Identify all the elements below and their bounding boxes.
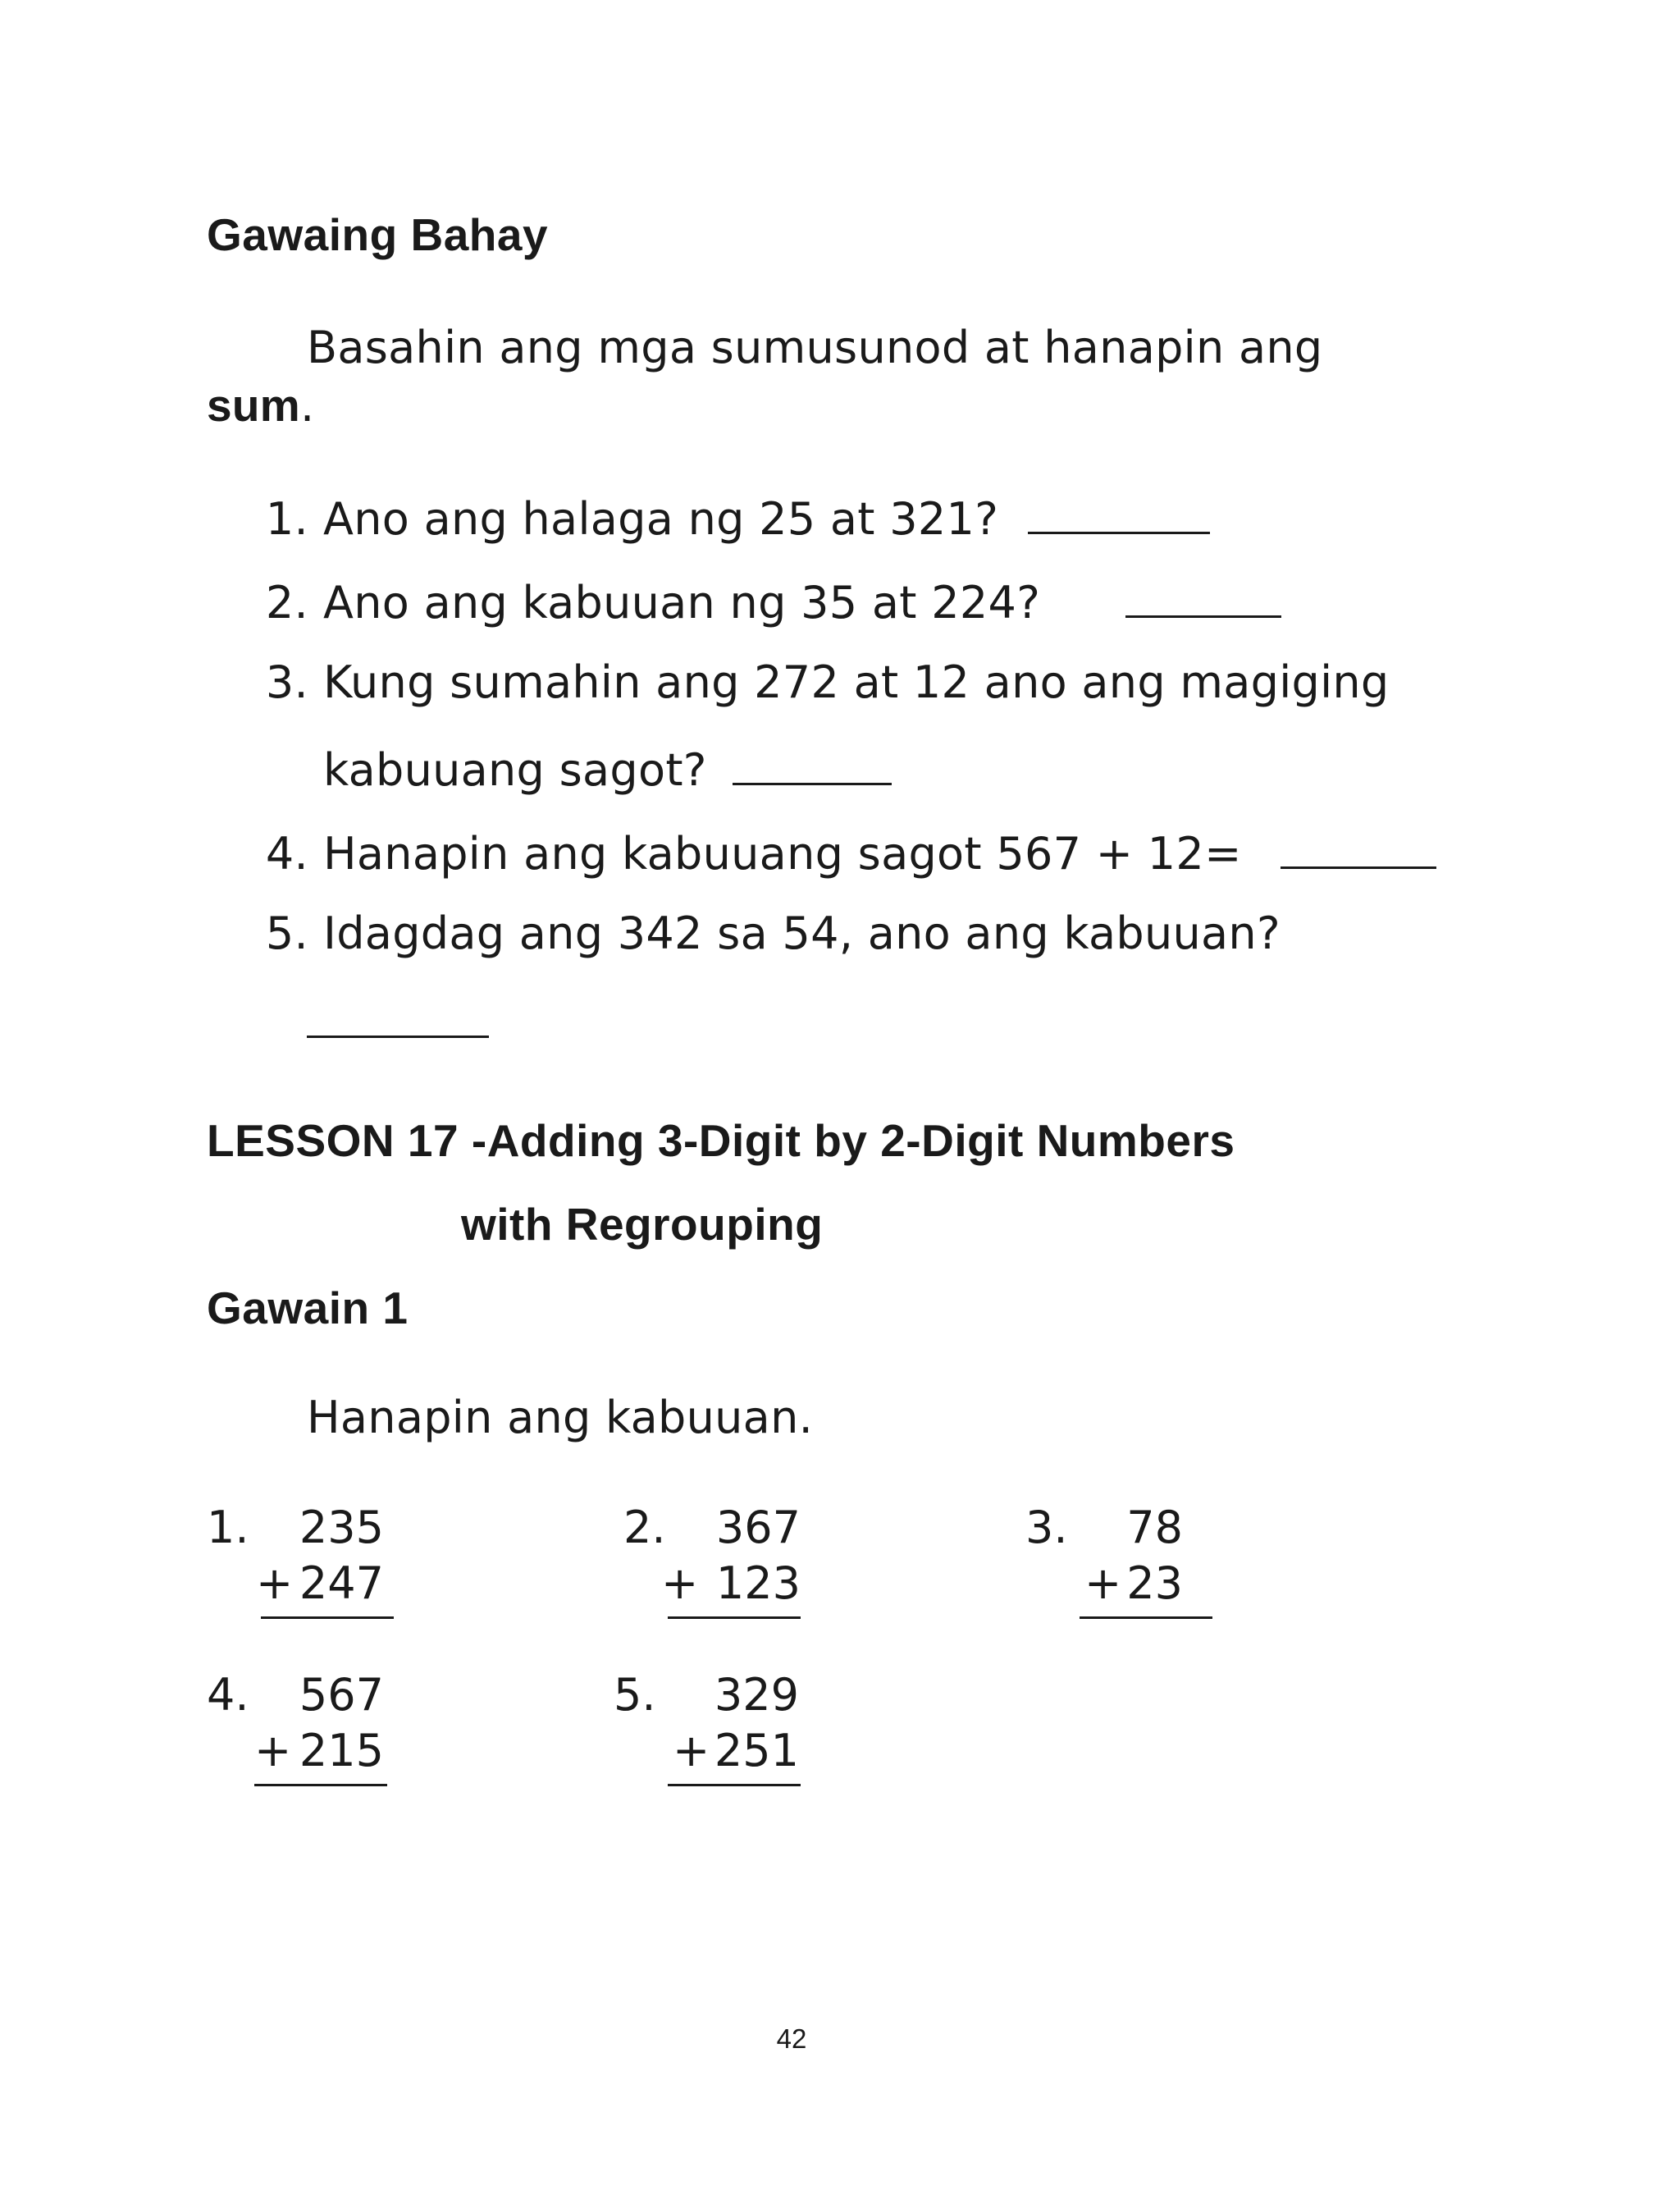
question-item <box>254 824 1436 880</box>
question-number: 4. <box>265 828 308 880</box>
question-text: Idagdag ang 342 sa 54, ano ang kabuuan? <box>323 908 1281 959</box>
problem-bottom-addend: 123 <box>715 1557 801 1609</box>
addition-problem <box>207 1502 404 1633</box>
homework-instruction-period: . <box>300 380 315 432</box>
lesson-title: LESSON 17 -Adding 3-Digit by 2-Digit Numbers <box>207 1115 1235 1166</box>
answer-blank[interactable] <box>1281 824 1436 869</box>
problem-bottom-addend: 247 <box>299 1557 384 1609</box>
homework-instruction-text: Basahin ang mga sumusunod at hanapin ang <box>307 322 1323 373</box>
problem-number: 3. <box>1025 1502 1068 1553</box>
addition-problem <box>1025 1502 1222 1633</box>
question-number: 2. <box>265 577 308 629</box>
addition-problem <box>623 1502 820 1633</box>
plus-sign: + <box>673 1725 710 1776</box>
problem-top-addend: 329 <box>714 1669 799 1721</box>
question-text: kabuuang sagot? <box>323 744 707 796</box>
question-text: Hanapin ang kabuuang sagot 567 + 12= <box>323 828 1242 880</box>
answer-blank[interactable] <box>307 986 489 1038</box>
problem-number: 2. <box>623 1502 666 1553</box>
homework-title: Gawaing Bahay <box>207 209 549 260</box>
answer-blank[interactable] <box>1125 573 1281 618</box>
problem-top-addend: 235 <box>299 1502 384 1553</box>
sum-line <box>668 1616 801 1619</box>
question-number: 1. <box>265 493 308 545</box>
question-text: Kung sumahin ang 272 at 12 ano ang magiging <box>323 656 1390 708</box>
problem-number: 5. <box>614 1669 656 1721</box>
question-item <box>254 908 1281 959</box>
plus-sign: + <box>254 1725 292 1776</box>
question-text: Ano ang kabuuan ng 35 at 224? <box>323 577 1041 629</box>
plus-sign: + <box>1084 1557 1122 1609</box>
problem-bottom-addend: 23 <box>1126 1557 1183 1609</box>
lesson-subtitle: with Regrouping <box>461 1199 824 1250</box>
question-item <box>254 656 1390 708</box>
problem-top-addend: 78 <box>1126 1502 1183 1553</box>
question-number: 3. <box>265 656 308 708</box>
question-item <box>254 573 1281 629</box>
question-number: 5. <box>265 908 308 959</box>
sum-line <box>261 1616 394 1619</box>
activity-instruction: Hanapin ang kabuuan. <box>307 1392 814 1443</box>
problem-number: 1. <box>207 1502 249 1553</box>
sum-line <box>668 1784 801 1786</box>
question-item <box>254 489 1210 545</box>
activity-title: Gawain 1 <box>207 1282 409 1333</box>
question-item-continued <box>254 740 892 796</box>
question-text: Ano ang halaga ng 25 at 321? <box>323 493 999 545</box>
problem-top-addend: 567 <box>299 1669 384 1721</box>
sum-line <box>254 1784 387 1786</box>
problem-bottom-addend: 215 <box>299 1725 384 1776</box>
problem-number: 4. <box>207 1669 249 1721</box>
homework-instruction <box>307 322 1322 373</box>
problem-bottom-addend: 251 <box>714 1725 799 1776</box>
problem-top-addend: 367 <box>715 1502 801 1553</box>
plus-sign: + <box>661 1557 699 1609</box>
addition-problem <box>207 1669 404 1800</box>
addition-problem <box>614 1669 810 1800</box>
answer-blank[interactable] <box>733 740 892 785</box>
homework-instruction-bold: sum <box>207 380 300 431</box>
sum-line <box>1080 1616 1212 1619</box>
page-number: 42 <box>776 2023 807 2054</box>
plus-sign: + <box>256 1557 294 1609</box>
homework-instruction-continued <box>207 379 314 432</box>
answer-blank[interactable] <box>1028 489 1210 534</box>
